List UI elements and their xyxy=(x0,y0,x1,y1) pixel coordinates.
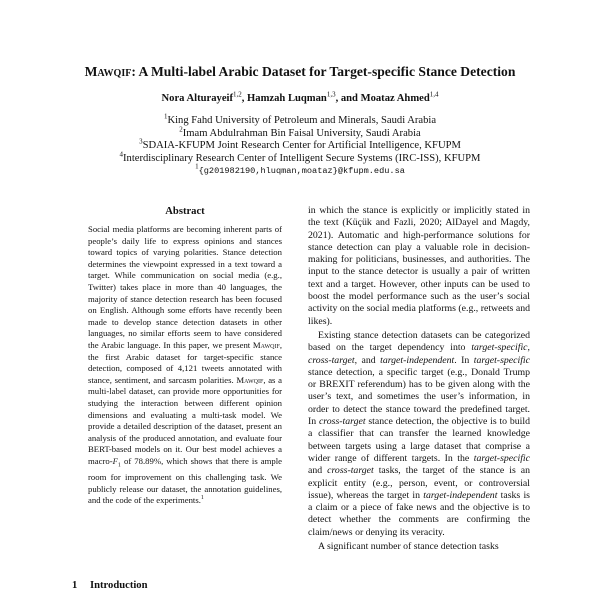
body-text: . In xyxy=(454,354,474,366)
abstract-body xyxy=(88,224,282,507)
affil-mark: 2 xyxy=(179,125,183,134)
abstract-text: , as a multi-label dataset, can provide more opportunities for studying the interaction between different opinion dimensions and evaluating a multi-task model. We provide a detailed description of the dataset, present an analysis of the produced annotation, and evaluate four BERT-based models on it. Our best model achieves a macro- xyxy=(88,374,282,466)
affil-mark: 1 xyxy=(163,112,168,121)
author-affil-mark: 1,4 xyxy=(429,90,439,99)
emphasis: target-specific xyxy=(473,452,530,464)
affiliation xyxy=(0,112,600,128)
author-affil-mark: 1,3 xyxy=(326,90,336,99)
section-heading xyxy=(72,580,148,591)
author-affil-mark: 1,2 xyxy=(233,90,242,99)
affil-text: Interdisciplinary Research Center of Intelligent Secure Systems (IRC-ISS), KFUPM xyxy=(123,152,481,164)
f1-subscript: 1 xyxy=(117,462,121,469)
author-separator: , and xyxy=(335,93,361,104)
author-name: Hamzah Luqman xyxy=(247,93,327,104)
dataset-name: Mawqif xyxy=(84,64,132,79)
affil-text: King Fahd University of Petroleum and Minerals, Saudi Arabia xyxy=(167,115,437,126)
section-number: 1 xyxy=(72,580,78,591)
affiliation xyxy=(0,125,600,141)
author-name: Moataz Ahmed xyxy=(360,93,430,104)
emphasis: cross-target xyxy=(318,416,366,428)
emphasis: cross-target xyxy=(308,354,355,366)
footnote-mark: 1 xyxy=(200,495,204,502)
author-list xyxy=(0,90,600,104)
paper-title xyxy=(0,64,600,80)
body-text: , and xyxy=(354,354,381,366)
body-text: stance detection, the objective is to build a classifier that can transfer the learned knowledge between targets using a large dataset that comprise a wider range of different targets. In the xyxy=(308,416,530,464)
abstract-text: Social media platforms are becoming inherent parts of people’s daily life to express opinions and stances toward topics of varying polarities. Stance detection determines the viewpoint expressed in a text toward a target. While communication on social media (e.g., Twitter) takes place in more than 40 languages, the majority of stance detection research has been focused on English. Although some efforts have recently been made to develop stance detection datasets in other languages, no similar efforts seem to have considered the Arabic language. In this paper, we present xyxy=(88,224,282,350)
affil-mark: 4 xyxy=(119,150,123,159)
abstract-text: of 78.89%, which shows that there is ample room for improvement on this challenging task. We publicly release our dataset, the annotation guidelines, and the code of the experiments. xyxy=(88,455,282,506)
affil-mark: 3 xyxy=(139,137,143,146)
author-emails: {g201982190,hluqman,moataz}@kfupm.edu.sa xyxy=(198,166,405,177)
emphasis: target-independent xyxy=(380,354,455,366)
author-separator: , xyxy=(241,93,248,104)
author-name: Nora Alturayeif xyxy=(161,93,233,104)
body-text: and xyxy=(308,465,328,477)
body-text: tasks is a claim or a piece of fake news and the objective is to detect whether the comments are confirming the claim/news or denying its veracity. xyxy=(308,489,530,538)
affiliation xyxy=(0,150,600,166)
abstract-heading: Abstract xyxy=(165,206,205,217)
affil-text: Imam Abdulrahman Bin Faisal University, Saudi Arabia xyxy=(182,127,421,139)
emphasis: target-independent xyxy=(423,489,498,501)
emphasis: target-specific xyxy=(473,354,530,366)
emphasis: cross-target xyxy=(327,465,374,477)
body-paragraph xyxy=(308,330,530,539)
abstract-text: , the first Arabic dataset for target-specific stance detection, composed of 4,121 tweets annotated with stance, sentiment, and sarcasm polarities. xyxy=(88,339,282,385)
dataset-name: Mawqif xyxy=(236,374,264,385)
affiliation xyxy=(0,137,600,153)
body-text: Existing stance detection datasets can be categorized based on the target dependency into xyxy=(308,329,530,354)
affil-text: SDAIA-KFUPM Joint Research Center for Artificial Intelligence, KFUPM xyxy=(142,140,461,152)
body-paragraph: in which the stance is explicitly or implicitly stated in the text (Küçük and Fazli, 2020; AlDayel and Magdy, 2021). Automatic and high-performance solutions for stance detection can play a valuable role in decision-making for politicians, businesses, and authorities. The input to the stance detector is usually a pair of written text and a target. However, other inputs can be used to boost the model performance such as the user’s social activity on the social media platforms (e.g., retweets and likes). xyxy=(308,205,530,327)
section-title: Introduction xyxy=(90,580,148,591)
f1-symbol: F xyxy=(112,455,118,466)
body-paragraph-start: A significant number of stance detection tasks xyxy=(318,541,499,553)
right-column xyxy=(308,205,530,553)
body-text: tasks, the target of the stance is an explicit entity (e.g., person, event, or controversial issue), whereas the target in xyxy=(308,465,530,501)
body-text: , xyxy=(527,342,530,354)
email-line xyxy=(0,162,600,178)
body-text: stance detection, a specific target (e.g., Donald Trump or BREXIT referendum) has to be given along with the user’s text, and sometimes the user’s information, in order to detect the stance toward the predefined target. In xyxy=(308,366,530,428)
dataset-name: Mawqif xyxy=(252,339,280,350)
email-mark: 1 xyxy=(195,162,199,171)
affiliation-list xyxy=(0,112,600,178)
title-text: : A Multi-label Arabic Dataset for Target-specific Stance Detection xyxy=(131,64,516,79)
emphasis: target-specific xyxy=(471,342,528,354)
